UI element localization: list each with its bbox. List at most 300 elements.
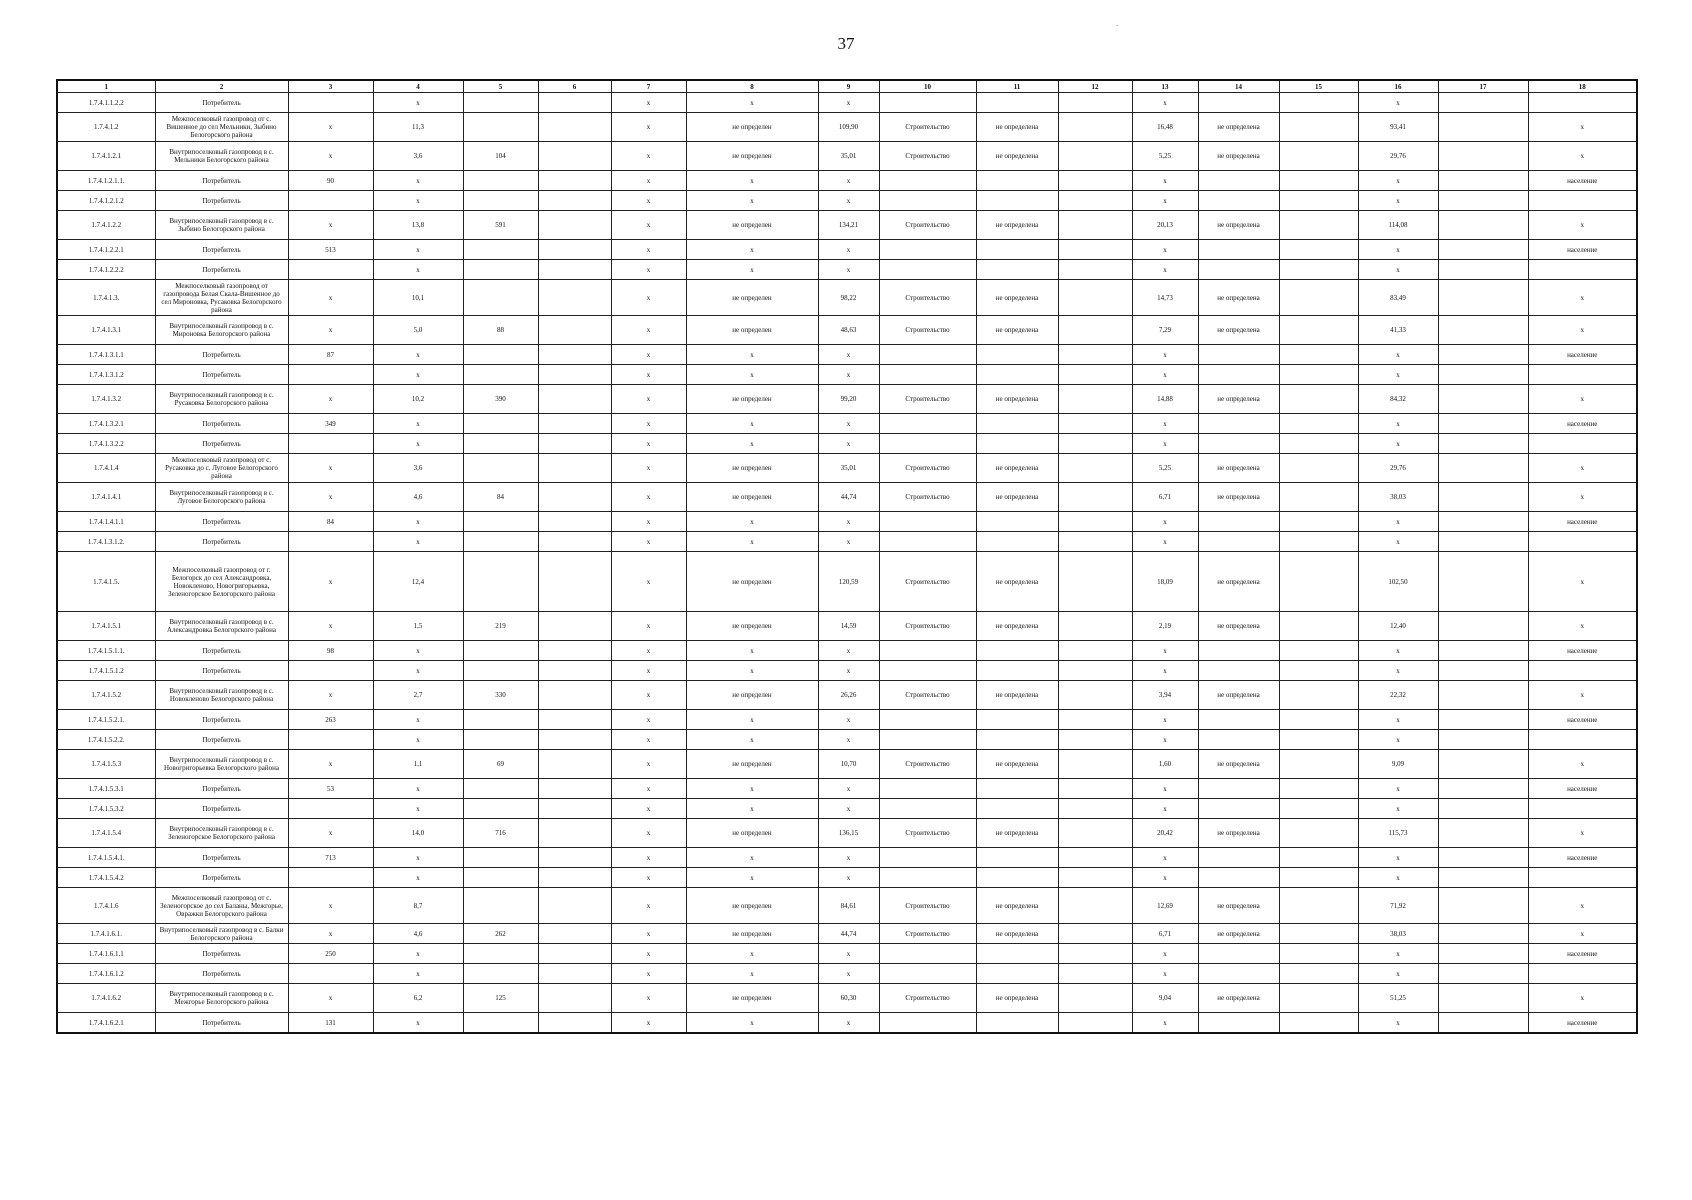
table-cell: 29,76 <box>1358 454 1438 483</box>
table-cell: x <box>288 280 373 316</box>
table-cell <box>538 750 611 779</box>
table-cell <box>538 1013 611 1034</box>
table-cell: не определена <box>976 385 1058 414</box>
table-cell <box>1058 661 1132 681</box>
table-cell <box>538 483 611 512</box>
table-cell: не определена <box>1198 211 1279 240</box>
table-cell: не определен <box>686 211 818 240</box>
table-cell <box>463 532 538 552</box>
table-cell <box>1279 924 1358 944</box>
table-cell <box>1528 365 1637 385</box>
row-code-cell: 1.7.4.1.5.4.2 <box>57 868 155 888</box>
table-cell <box>1198 434 1279 454</box>
table-cell <box>1058 750 1132 779</box>
table-cell: x <box>611 848 686 868</box>
table-cell <box>463 799 538 819</box>
table-cell <box>538 730 611 750</box>
table-cell <box>976 365 1058 385</box>
table-row <box>57 483 1637 512</box>
table-cell: x <box>1358 365 1438 385</box>
table-cell: x <box>373 260 463 280</box>
object-name-cell: Межпоселковый газопровод от с. Русаковка до с. Луговое Белогорского района <box>155 454 288 483</box>
table-cell: Строительство <box>879 888 976 924</box>
table-cell <box>1058 385 1132 414</box>
column-header: 10 <box>879 80 976 93</box>
table-cell <box>1279 454 1358 483</box>
table-cell: 35,01 <box>818 142 879 171</box>
object-name-cell: Потребитель <box>155 641 288 661</box>
table-cell <box>1058 240 1132 260</box>
table-cell <box>1438 345 1528 365</box>
object-name-cell: Потребитель <box>155 434 288 454</box>
table-cell: x <box>611 924 686 944</box>
object-name-cell: Потребитель <box>155 414 288 434</box>
table-cell: x <box>686 260 818 280</box>
table-cell <box>1438 191 1528 211</box>
table-cell: не определен <box>686 924 818 944</box>
table-cell: 1,5 <box>373 612 463 641</box>
object-name-cell: Внутрипоселковый газопровод в с. Зыбино Белогорского района <box>155 211 288 240</box>
table-cell <box>1058 964 1132 984</box>
table-cell: не определена <box>1198 924 1279 944</box>
table-cell <box>1279 512 1358 532</box>
table-cell <box>1438 512 1528 532</box>
table-cell: не определена <box>976 612 1058 641</box>
table-cell <box>879 661 976 681</box>
table-cell <box>538 964 611 984</box>
row-code-cell: 1.7.4.1.6.1.2 <box>57 964 155 984</box>
table-cell: 591 <box>463 211 538 240</box>
column-header: 15 <box>1279 80 1358 93</box>
table-cell: население <box>1528 414 1637 434</box>
table-cell: 84 <box>288 512 373 532</box>
table-cell: x <box>1358 240 1438 260</box>
object-name-cell: Внутрипоселковый газопровод в с. Русаковка Белогорского района <box>155 385 288 414</box>
table-cell <box>288 799 373 819</box>
table-cell: x <box>288 924 373 944</box>
table-cell: x <box>686 799 818 819</box>
table-row <box>57 260 1637 280</box>
table-row <box>57 984 1637 1013</box>
table-cell: x <box>1358 532 1438 552</box>
table-cell <box>1198 93 1279 113</box>
table-cell <box>1438 924 1528 944</box>
table-cell <box>879 710 976 730</box>
table-cell <box>538 799 611 819</box>
table-cell: не определена <box>1198 552 1279 612</box>
row-code-cell: 1.7.4.1.3. <box>57 280 155 316</box>
table-cell: 29,76 <box>1358 142 1438 171</box>
table-cell <box>976 641 1058 661</box>
table-cell <box>1058 532 1132 552</box>
table-cell <box>463 434 538 454</box>
row-code-cell: 1.7.4.1.3.1 <box>57 316 155 345</box>
table-cell: x <box>1528 750 1637 779</box>
table-cell: Строительство <box>879 142 976 171</box>
table-cell <box>538 240 611 260</box>
table-cell <box>879 779 976 799</box>
object-name-cell: Потребитель <box>155 532 288 552</box>
column-header: 5 <box>463 80 538 93</box>
table-cell <box>538 612 611 641</box>
table-cell: x <box>818 944 879 964</box>
table-cell <box>463 641 538 661</box>
table-cell: не определена <box>1198 113 1279 142</box>
table-cell: 263 <box>288 710 373 730</box>
table-cell <box>1438 93 1528 113</box>
table-cell: население <box>1528 641 1637 661</box>
table-cell: не определена <box>976 113 1058 142</box>
table-cell <box>976 799 1058 819</box>
table-cell <box>1279 612 1358 641</box>
table-cell: x <box>818 414 879 434</box>
table-cell: x <box>611 532 686 552</box>
table-cell <box>1438 779 1528 799</box>
table-cell: население <box>1528 779 1637 799</box>
table-cell <box>1438 984 1528 1013</box>
table-cell <box>463 113 538 142</box>
table-cell: x <box>1132 964 1198 984</box>
object-name-cell: Потребитель <box>155 799 288 819</box>
table-cell: x <box>288 681 373 710</box>
table-cell: не определена <box>976 483 1058 512</box>
table-cell <box>1058 171 1132 191</box>
table-cell: 2,19 <box>1132 612 1198 641</box>
table-cell <box>463 512 538 532</box>
column-header: 12 <box>1058 80 1132 93</box>
table-cell <box>1438 316 1528 345</box>
table-cell <box>538 434 611 454</box>
row-code-cell: 1.7.4.1.6.1.1 <box>57 944 155 964</box>
table-cell <box>1279 171 1358 191</box>
table-cell: x <box>611 750 686 779</box>
table-row <box>57 280 1637 316</box>
table-cell: x <box>1132 779 1198 799</box>
table-cell <box>463 93 538 113</box>
table-row <box>57 819 1637 848</box>
table-cell <box>1438 819 1528 848</box>
table-cell: 136,15 <box>818 819 879 848</box>
table-cell: x <box>373 661 463 681</box>
table-cell <box>288 532 373 552</box>
table-cell: 3,6 <box>373 142 463 171</box>
table-cell <box>1438 434 1528 454</box>
table-cell <box>1198 964 1279 984</box>
table-cell: x <box>1132 93 1198 113</box>
table-cell <box>463 944 538 964</box>
table-cell: x <box>373 799 463 819</box>
table-cell <box>1279 1013 1358 1034</box>
table-cell <box>1198 848 1279 868</box>
table-cell: x <box>288 552 373 612</box>
table-cell: x <box>686 779 818 799</box>
table-cell <box>463 710 538 730</box>
table-cell <box>1058 888 1132 924</box>
object-name-cell: Потребитель <box>155 191 288 211</box>
table-cell <box>976 661 1058 681</box>
table-cell: 9,04 <box>1132 984 1198 1013</box>
table-cell: 12,69 <box>1132 888 1198 924</box>
table-cell <box>463 454 538 483</box>
table-row <box>57 316 1637 345</box>
table-cell: x <box>288 819 373 848</box>
table-cell: x <box>373 365 463 385</box>
table-cell: не определена <box>1198 385 1279 414</box>
table-cell <box>1198 240 1279 260</box>
table-cell <box>1279 944 1358 964</box>
table-cell: x <box>611 1013 686 1034</box>
object-name-cell: Потребитель <box>155 240 288 260</box>
table-cell <box>1058 641 1132 661</box>
table-cell <box>1058 710 1132 730</box>
table-cell: x <box>373 779 463 799</box>
table-cell: Строительство <box>879 280 976 316</box>
table-cell: x <box>686 414 818 434</box>
table-cell: x <box>611 964 686 984</box>
table-cell: 12,4 <box>373 552 463 612</box>
table-cell <box>976 434 1058 454</box>
table-cell: 18,09 <box>1132 552 1198 612</box>
table-cell: x <box>686 1013 818 1034</box>
table-cell: x <box>373 868 463 888</box>
row-code-cell: 1.7.4.1.6.2.1 <box>57 1013 155 1034</box>
table-row <box>57 1013 1637 1034</box>
table-cell <box>976 512 1058 532</box>
table-cell: x <box>373 191 463 211</box>
table-row <box>57 191 1637 211</box>
table-cell: Строительство <box>879 211 976 240</box>
table-cell <box>1528 532 1637 552</box>
table-cell <box>1198 799 1279 819</box>
object-name-cell: Внутрипоселковый газопровод в с. Александровка Белогорского района <box>155 612 288 641</box>
table-cell: 14,59 <box>818 612 879 641</box>
table-row <box>57 454 1637 483</box>
table-cell: x <box>686 345 818 365</box>
table-row <box>57 113 1637 142</box>
table-cell <box>1438 280 1528 316</box>
table-cell: x <box>818 191 879 211</box>
table-cell: x <box>1358 1013 1438 1034</box>
table-cell: 83,49 <box>1358 280 1438 316</box>
table-cell <box>1198 512 1279 532</box>
table-cell: x <box>1358 661 1438 681</box>
table-cell: 93,41 <box>1358 113 1438 142</box>
table-cell: 5,0 <box>373 316 463 345</box>
table-cell: 71,92 <box>1358 888 1438 924</box>
table-cell: 51,25 <box>1358 984 1438 1013</box>
table-cell: Строительство <box>879 483 976 512</box>
table-cell: x <box>1132 848 1198 868</box>
row-code-cell: 1.7.4.1.5.3.2 <box>57 799 155 819</box>
column-header: 13 <box>1132 80 1198 93</box>
object-name-cell: Потребитель <box>155 171 288 191</box>
table-cell: x <box>373 414 463 434</box>
table-cell: не определена <box>976 552 1058 612</box>
table-cell: Строительство <box>879 984 976 1013</box>
table-cell: x <box>1528 612 1637 641</box>
column-header: 16 <box>1358 80 1438 93</box>
table-cell <box>1058 113 1132 142</box>
table-cell <box>1438 612 1528 641</box>
table-cell: не определена <box>1198 888 1279 924</box>
row-code-cell: 1.7.4.1.2 <box>57 113 155 142</box>
table-cell <box>1438 710 1528 730</box>
table-cell <box>463 414 538 434</box>
table-cell: не определен <box>686 984 818 1013</box>
table-cell: x <box>373 171 463 191</box>
table-cell: x <box>373 512 463 532</box>
table-cell <box>463 171 538 191</box>
object-name-cell: Межпоселковый газопровод от г. Белогорск до сел Александровка, Новокленово, Новогригорьевка, Зеленогорское Белогорского района <box>155 552 288 612</box>
table-cell: 109,90 <box>818 113 879 142</box>
table-cell: 8,7 <box>373 888 463 924</box>
table-cell: 9,09 <box>1358 750 1438 779</box>
table-cell: Строительство <box>879 113 976 142</box>
table-row <box>57 779 1637 799</box>
table-cell: Строительство <box>879 385 976 414</box>
table-cell: 14,73 <box>1132 280 1198 316</box>
table-row <box>57 612 1637 641</box>
row-code-cell: 1.7.4.1.2.2.1 <box>57 240 155 260</box>
table-cell <box>538 819 611 848</box>
object-name-cell: Потребитель <box>155 661 288 681</box>
table-cell <box>1438 681 1528 710</box>
table-cell: не определена <box>1198 316 1279 345</box>
table-cell: 6,71 <box>1132 924 1198 944</box>
table-cell: x <box>1132 944 1198 964</box>
table-cell: не определен <box>686 750 818 779</box>
table-cell <box>1198 260 1279 280</box>
table-cell <box>463 779 538 799</box>
table-cell: x <box>1528 888 1637 924</box>
table-cell: x <box>373 345 463 365</box>
row-code-cell: 1.7.4.1.3.2.2 <box>57 434 155 454</box>
table-cell: x <box>818 868 879 888</box>
table-cell <box>1279 888 1358 924</box>
table-cell: 84 <box>463 483 538 512</box>
table-cell: x <box>686 730 818 750</box>
row-code-cell: 1.7.4.1.5. <box>57 552 155 612</box>
table-cell: 1,60 <box>1132 750 1198 779</box>
table-cell <box>538 924 611 944</box>
page-number: 37 <box>837 34 855 53</box>
table-cell <box>1279 532 1358 552</box>
table-cell: не определен <box>686 483 818 512</box>
table-cell: x <box>1528 385 1637 414</box>
table-cell <box>879 191 976 211</box>
table-cell: x <box>611 93 686 113</box>
table-cell: x <box>611 984 686 1013</box>
row-code-cell: 1.7.4.1.3.2.1 <box>57 414 155 434</box>
table-cell: x <box>611 888 686 924</box>
table-cell <box>538 552 611 612</box>
table-cell <box>879 848 976 868</box>
table-cell <box>879 944 976 964</box>
table-cell <box>976 848 1058 868</box>
column-header: 3 <box>288 80 373 93</box>
table-cell: x <box>818 434 879 454</box>
table-cell: x <box>373 641 463 661</box>
table-cell: x <box>686 868 818 888</box>
table-cell <box>1058 924 1132 944</box>
column-header: 11 <box>976 80 1058 93</box>
table-row <box>57 924 1637 944</box>
table-cell: x <box>1528 681 1637 710</box>
table-cell: x <box>288 984 373 1013</box>
table-cell <box>538 316 611 345</box>
table-cell <box>976 964 1058 984</box>
row-code-cell: 1.7.4.1.5.3 <box>57 750 155 779</box>
table-cell <box>1279 280 1358 316</box>
table-cell: x <box>611 661 686 681</box>
table-cell: x <box>818 641 879 661</box>
row-code-cell: 1.7.4.1.5.4 <box>57 819 155 848</box>
table-cell: 2,7 <box>373 681 463 710</box>
table-cell: x <box>1528 142 1637 171</box>
table-cell: x <box>1358 512 1438 532</box>
table-cell <box>1058 799 1132 819</box>
object-name-cell: Внутрипоселковый газопровод в с. Новогригорьевка Белогорского района <box>155 750 288 779</box>
table-cell: x <box>1132 799 1198 819</box>
table-cell <box>538 345 611 365</box>
table-row <box>57 552 1637 612</box>
table-row <box>57 868 1637 888</box>
table-cell: x <box>1358 434 1438 454</box>
table-cell <box>976 171 1058 191</box>
table-cell: 14,88 <box>1132 385 1198 414</box>
object-name-cell: Внутрипоселковый газопровод в с. Зеленогорское Белогорского района <box>155 819 288 848</box>
table-cell: 125 <box>463 984 538 1013</box>
table-cell: x <box>1358 730 1438 750</box>
table-cell: x <box>686 93 818 113</box>
table-cell: 102,50 <box>1358 552 1438 612</box>
table-cell: x <box>288 483 373 512</box>
table-cell: x <box>1528 454 1637 483</box>
table-cell <box>1058 819 1132 848</box>
table-cell <box>1198 944 1279 964</box>
table-cell <box>1279 710 1358 730</box>
table-cell: x <box>1528 280 1637 316</box>
table-cell: не определена <box>1198 280 1279 316</box>
table-cell <box>1198 532 1279 552</box>
table-row <box>57 434 1637 454</box>
table-cell <box>288 964 373 984</box>
table-cell: x <box>611 730 686 750</box>
table-cell <box>538 260 611 280</box>
table-cell: x <box>373 240 463 260</box>
table-cell: 114,08 <box>1358 211 1438 240</box>
table-cell: x <box>1358 868 1438 888</box>
table-cell <box>538 888 611 924</box>
table-cell: x <box>288 211 373 240</box>
table-cell: не определена <box>976 819 1058 848</box>
table-cell: x <box>818 848 879 868</box>
table-cell: не определен <box>686 454 818 483</box>
table-cell <box>288 93 373 113</box>
table-cell <box>1058 211 1132 240</box>
table-cell: 44,74 <box>818 483 879 512</box>
table-cell: x <box>288 385 373 414</box>
object-name-cell: Потребитель <box>155 868 288 888</box>
table-cell: x <box>1528 316 1637 345</box>
table-cell <box>1058 280 1132 316</box>
table-cell: 250 <box>288 944 373 964</box>
table-cell: x <box>686 240 818 260</box>
table-cell <box>538 171 611 191</box>
table-cell: x <box>611 779 686 799</box>
table-cell: 14,0 <box>373 819 463 848</box>
table-cell: 219 <box>463 612 538 641</box>
